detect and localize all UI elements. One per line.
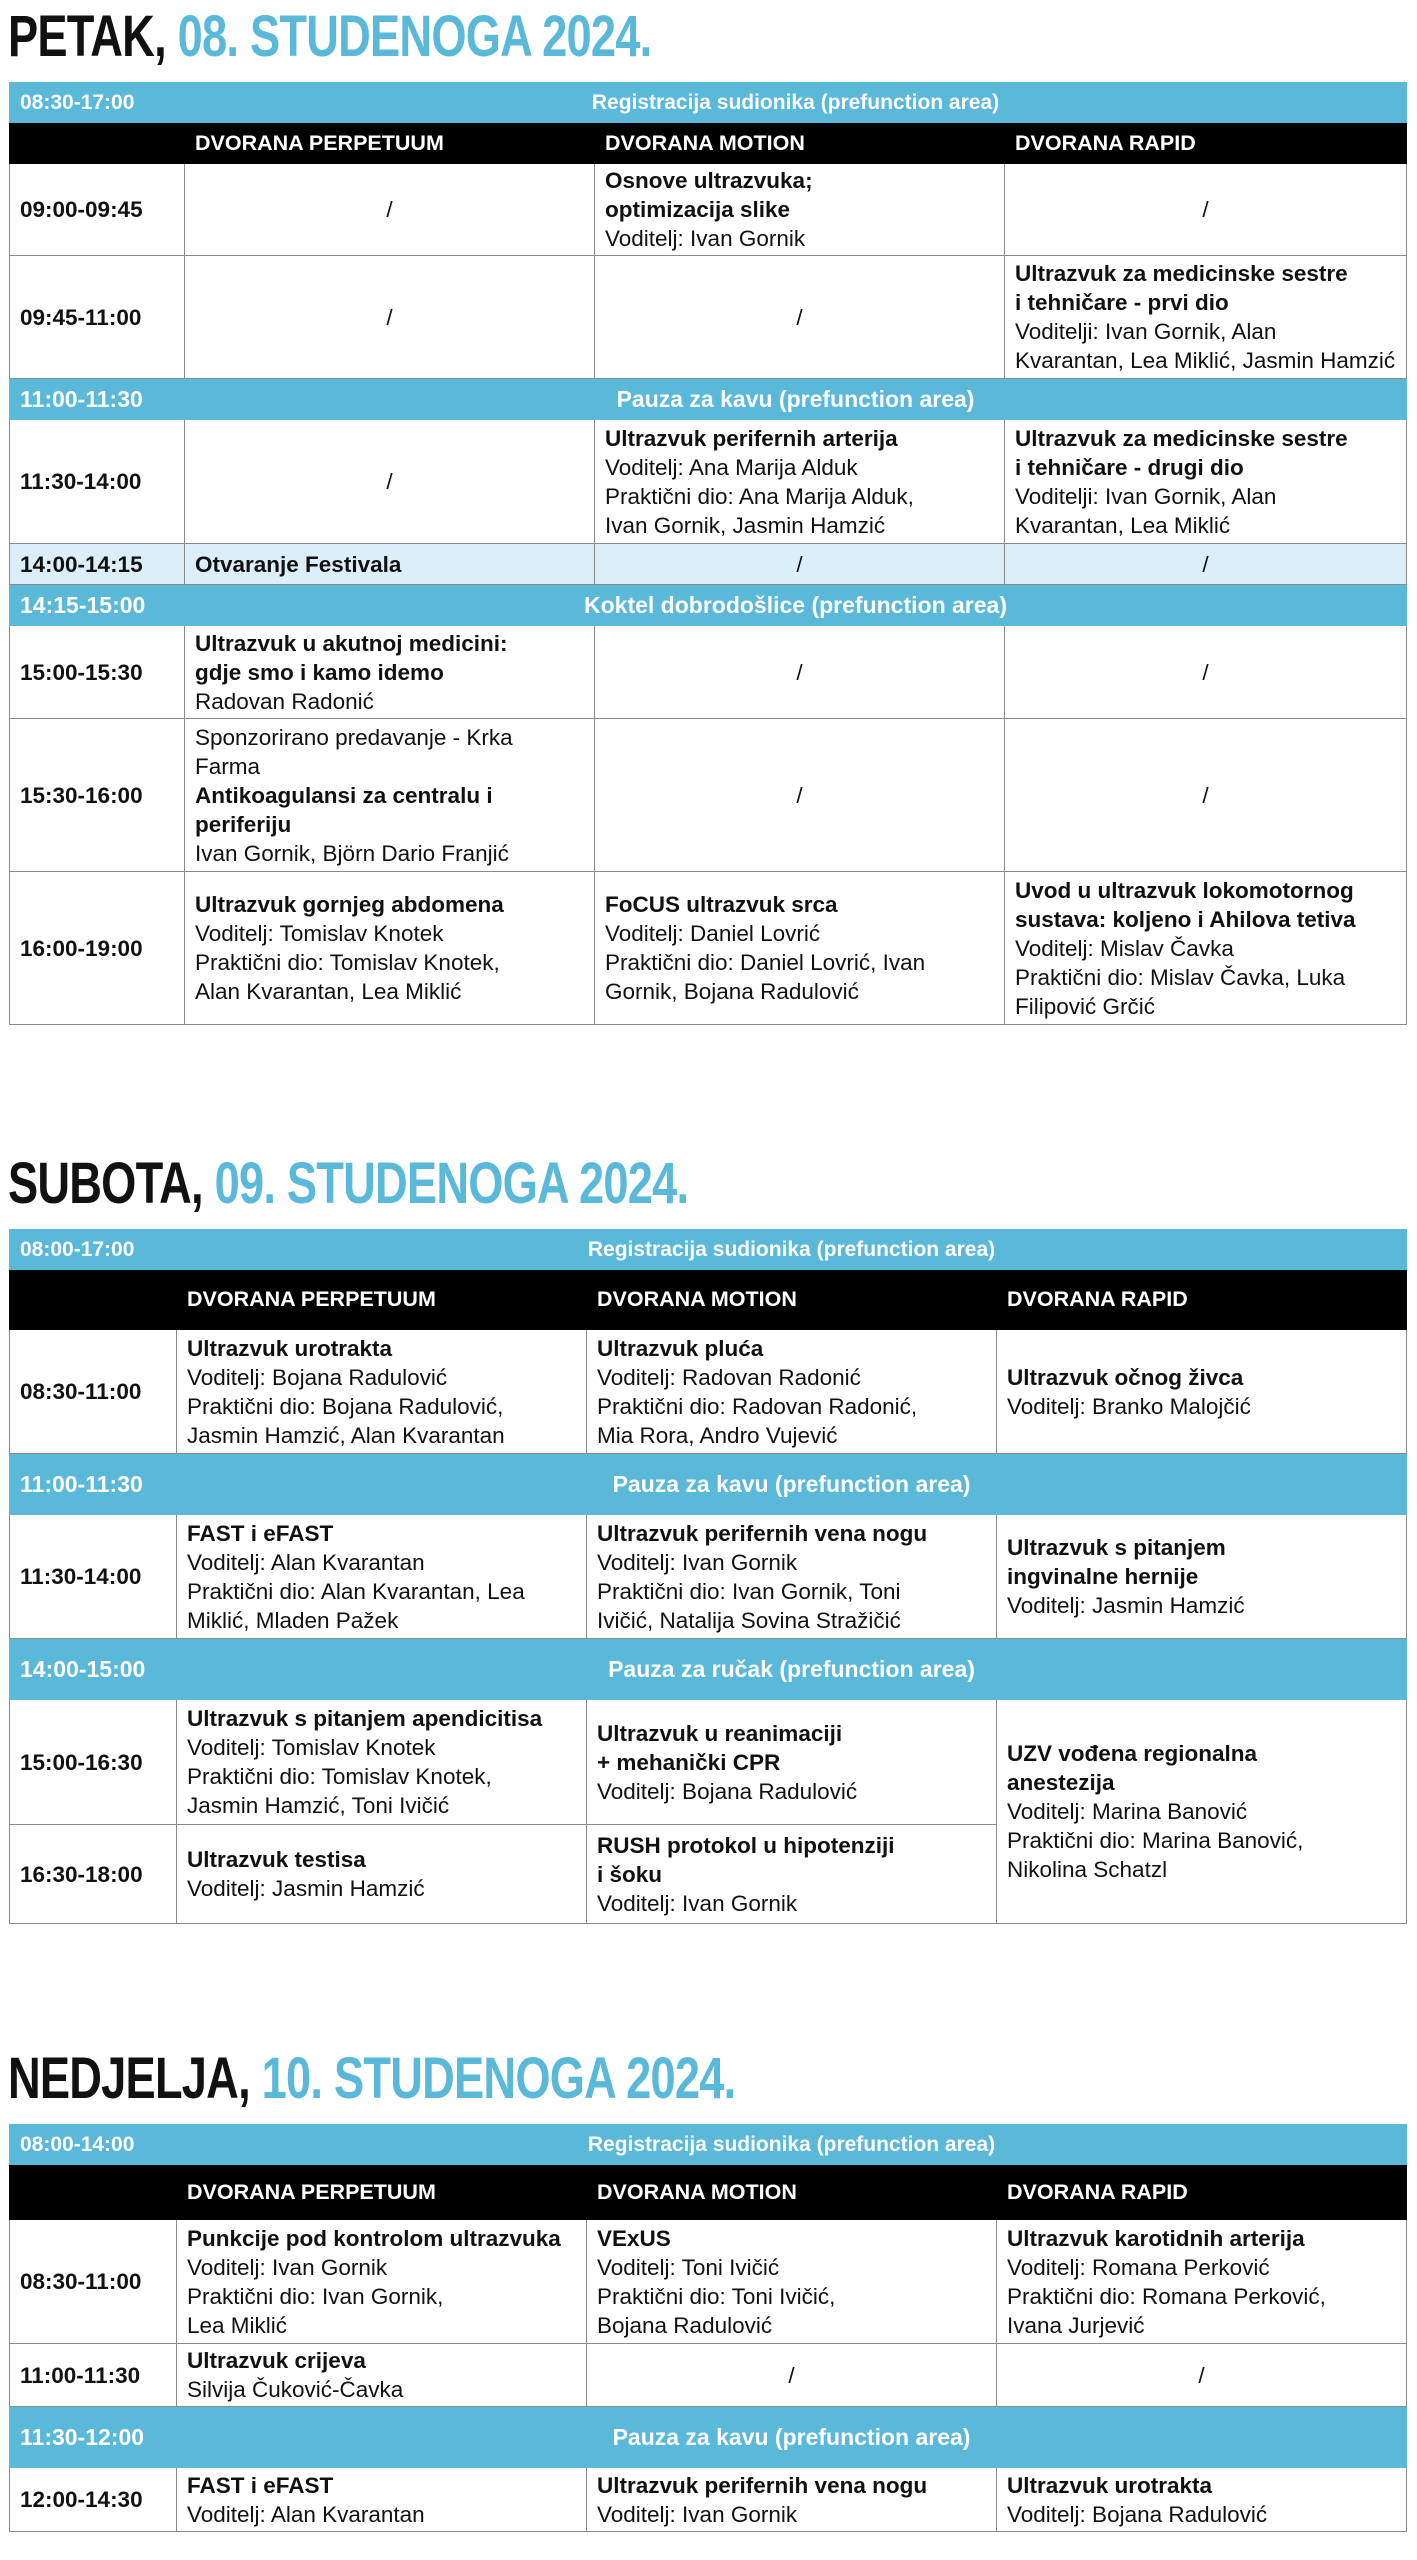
session-speaker: Voditelj: Daniel Lovrić	[605, 921, 821, 946]
session-speaker: Ivan Gornik, Björn Dario Franjić	[195, 840, 509, 866]
session-speaker: Voditelj: Mislav Čavka	[1015, 935, 1234, 961]
session-cell	[177, 2220, 587, 2344]
session-practical: Ivana Jurjević	[1007, 2312, 1145, 2338]
opening-text: Otvaranje Festivala	[185, 544, 595, 585]
session-title: RUSH protokol u hipotenziji	[597, 1832, 895, 1858]
empty-slot: /	[1005, 719, 1407, 872]
session-title: VExUS	[597, 2225, 671, 2251]
session-title: Ultrazvuk gornjeg abdomena	[195, 892, 504, 917]
session-speaker: Voditelj: Ivan Gornik	[597, 2501, 798, 2527]
session-speaker: Voditelj: Tomislav Knotek	[195, 921, 444, 946]
session-cell	[587, 1825, 997, 1924]
row-time: 14:00-14:15	[10, 544, 185, 585]
session-cell	[997, 1515, 1407, 1639]
break-text: Pauza za kavu (prefunction area)	[177, 2407, 1407, 2468]
sponsor-note: Farma	[195, 753, 261, 779]
break-row	[10, 1639, 1407, 1700]
session-cell	[595, 872, 1005, 1025]
session-cell	[587, 1700, 997, 1825]
session-row	[10, 626, 1407, 719]
session-title: Ultrazvuk u reanimaciji	[597, 1720, 843, 1746]
day-heading-saturday	[8, 1151, 689, 1216]
session-row	[10, 719, 1407, 872]
row-time: 11:00-11:30	[10, 379, 185, 420]
session-cell	[595, 164, 1005, 256]
session-practical: Praktični dio: Mislav Čavka, Luka	[1015, 964, 1346, 990]
session-title: sustava: koljeno i Ahilova tetiva	[1015, 906, 1356, 932]
registration-row	[10, 83, 1407, 123]
row-time: 11:00-11:30	[10, 2344, 177, 2407]
session-title: optimizacija slike	[605, 197, 791, 222]
session-practical: Praktični dio: Bojana Radulović,	[187, 1393, 504, 1419]
row-time: 16:30-18:00	[10, 1825, 177, 1924]
sponsor-note: Sponzorirano predavanje - Krka	[195, 724, 513, 750]
session-title: Ultrazvuk urotrakta	[1007, 2472, 1213, 2498]
session-row	[10, 164, 1407, 256]
session-speaker: Voditelj: Romana Perković	[1007, 2254, 1270, 2280]
row-time: 15:00-15:30	[10, 626, 185, 719]
session-practical: Alan Kvarantan, Lea Miklić	[195, 979, 462, 1004]
hall-rapid: DVORANA RAPID	[997, 2165, 1407, 2220]
halls-header-row	[10, 1270, 1407, 1330]
session-title: Ultrazvuk očnog živca	[1007, 1364, 1244, 1390]
session-row	[10, 256, 1407, 379]
session-row	[10, 1700, 1407, 1825]
empty-slot: /	[185, 420, 595, 544]
session-title: UZV vođena regionalna	[1007, 1741, 1258, 1766]
hall-rapid: DVORANA RAPID	[1005, 123, 1407, 164]
session-practical: Praktični dio: Alan Kvarantan, Lea	[187, 1578, 525, 1604]
session-title: Antikoagulansi za centralu i	[195, 782, 493, 808]
row-time: 15:30-16:00	[10, 719, 185, 872]
session-row	[10, 872, 1407, 1025]
session-cell	[997, 2468, 1407, 2532]
registration-text: Registracija sudionika (prefunction area)	[185, 83, 1407, 123]
row-time: 14:00-15:00	[10, 1639, 177, 1700]
session-cell	[587, 2468, 997, 2532]
session-title: Ultrazvuk u akutnoj medicini:	[195, 630, 508, 656]
session-cell	[1005, 872, 1407, 1025]
break-row	[10, 2407, 1407, 2468]
session-cell	[185, 719, 595, 872]
session-speaker: Voditelj: Bojana Radulović	[1007, 2501, 1268, 2527]
session-speaker: Silvija Čuković-Čavka	[187, 2377, 404, 2402]
break-text: Pauza za ručak (prefunction area)	[177, 1639, 1407, 1700]
day-date: 08. STUDENOGA 2024.	[177, 4, 652, 69]
row-time: 08:30-11:00	[10, 1330, 177, 1454]
session-title: i tehničare - prvi dio	[1015, 290, 1229, 315]
empty-slot: /	[185, 164, 595, 256]
row-time: 09:00-09:45	[10, 164, 185, 256]
break-row	[10, 1454, 1407, 1515]
session-practical: Mia Rora, Andro Vujević	[597, 1422, 838, 1448]
row-time: 15:00-16:30	[10, 1700, 177, 1825]
row-time: 08:00-17:00	[10, 1230, 177, 1270]
break-text: Koktel dobrodošlice (prefunction area)	[185, 585, 1407, 626]
row-time: 11:30-14:00	[10, 420, 185, 544]
break-text: Pauza za kavu (prefunction area)	[177, 1454, 1407, 1515]
session-title: Ultrazvuk perifernih vena nogu	[597, 2472, 928, 2498]
row-time: 09:45-11:00	[10, 256, 185, 379]
schedule-table-saturday	[9, 1229, 1407, 1924]
session-title: Osnove ultrazvuka;	[605, 168, 813, 193]
empty-slot: /	[595, 719, 1005, 872]
session-cell	[997, 2220, 1407, 2344]
session-practical: Praktični dio: Radovan Radonić,	[597, 1393, 918, 1419]
session-cell	[177, 1700, 587, 1825]
session-title: Punkcije pod kontrolom ultrazvuka	[187, 2225, 561, 2251]
day-name: NEDJELJA,	[8, 2046, 250, 2111]
hall-motion: DVORANA MOTION	[587, 2165, 997, 2220]
empty-slot: /	[997, 2344, 1407, 2407]
session-speaker: Voditelj: Ana Marija Alduk	[605, 454, 858, 480]
hall-rapid: DVORANA RAPID	[997, 1270, 1407, 1330]
registration-row	[10, 2125, 1407, 2165]
session-practical: Ivan Gornik, Jasmin Hamzić	[605, 512, 886, 538]
session-speaker: Kvarantan, Lea Miklić	[1015, 512, 1231, 538]
session-practical: Miklić, Mladen Pažek	[187, 1607, 399, 1633]
row-time: 14:15-15:00	[10, 585, 185, 626]
empty-slot: /	[595, 544, 1005, 585]
session-title: anestezija	[1007, 1770, 1115, 1795]
row-time: 11:00-11:30	[10, 1454, 177, 1515]
session-cell	[595, 420, 1005, 544]
session-practical: Gornik, Bojana Radulović	[605, 979, 859, 1004]
session-title: ingvinalne hernije	[1007, 1564, 1199, 1589]
session-title: FAST i eFAST	[187, 2472, 334, 2498]
session-title: Ultrazvuk za medicinske sestre	[1015, 425, 1348, 451]
session-practical: Praktični dio: Ivan Gornik,	[187, 2283, 444, 2309]
hall-motion: DVORANA MOTION	[595, 123, 1005, 164]
session-practical: Praktični dio: Ivan Gornik, Toni	[597, 1578, 901, 1604]
session-cell	[185, 872, 595, 1025]
session-speaker: Voditelj: Jasmin Hamzić	[187, 1876, 425, 1901]
empty-slot: /	[595, 256, 1005, 379]
session-practical: Bojana Radulović	[597, 2312, 773, 2338]
session-cell	[1005, 420, 1407, 544]
schedule-table-friday	[9, 82, 1407, 1025]
session-title: Uvod u ultrazvuk lokomotornog	[1015, 877, 1354, 903]
session-speaker: Voditelj: Ivan Gornik	[597, 1890, 798, 1916]
session-cell	[587, 1330, 997, 1454]
session-cell	[1005, 256, 1407, 379]
hall-perpetuum: DVORANA PERPETUUM	[177, 2165, 587, 2220]
row-time: 16:00-19:00	[10, 872, 185, 1025]
day-name: PETAK,	[8, 4, 166, 69]
session-cell	[177, 1825, 587, 1924]
hall-perpetuum: DVORANA PERPETUUM	[185, 123, 595, 164]
session-speaker: Voditelji: Ivan Gornik, Alan	[1015, 319, 1277, 344]
session-cell	[587, 2220, 997, 2344]
empty-slot: /	[587, 2344, 997, 2407]
session-title: + mehanički CPR	[597, 1749, 781, 1775]
session-speaker: Voditelj: Ivan Gornik	[597, 1549, 798, 1575]
row-time: 08:00-14:00	[10, 2125, 177, 2165]
session-row	[10, 420, 1407, 544]
session-title: i tehničare - drugi dio	[1015, 454, 1244, 480]
opening-row	[10, 544, 1407, 585]
session-row	[10, 2468, 1407, 2532]
session-speaker: Voditelj: Alan Kvarantan	[187, 1549, 425, 1575]
session-speaker: Kvarantan, Lea Miklić, Jasmin Hamzić	[1015, 348, 1396, 373]
session-speaker: Voditelj: Ivan Gornik	[605, 226, 806, 251]
empty-slot: /	[1005, 544, 1407, 585]
session-practical: Nikolina Schatzl	[1007, 1857, 1168, 1882]
session-speaker: Voditelj: Ivan Gornik	[187, 2254, 388, 2280]
schedule-table-sunday	[9, 2124, 1407, 2532]
session-practical: Praktični dio: Tomislav Knotek,	[195, 950, 500, 975]
session-title: Ultrazvuk crijeva	[187, 2348, 366, 2373]
row-time: 08:30-17:00	[10, 83, 185, 123]
registration-row	[10, 1230, 1407, 1270]
day-heading-friday	[8, 4, 652, 69]
session-cell	[177, 2344, 587, 2407]
row-time: 11:30-14:00	[10, 1515, 177, 1639]
session-cell	[587, 1515, 997, 1639]
session-practical: Praktični dio: Toni Ivičić,	[597, 2283, 836, 2309]
session-title: Ultrazvuk s pitanjem	[1007, 1535, 1226, 1560]
session-practical: Filipović Grčić	[1015, 993, 1156, 1019]
session-cell	[177, 1330, 587, 1454]
hall-perpetuum: DVORANA PERPETUUM	[177, 1270, 587, 1330]
session-cell	[177, 1515, 587, 1639]
session-cell	[997, 1330, 1407, 1454]
session-title: Ultrazvuk s pitanjem apendicitisa	[187, 1706, 543, 1731]
session-speaker: Voditelj: Jasmin Hamzić	[1007, 1593, 1245, 1618]
day-name: SUBOTA,	[8, 1151, 203, 1216]
row-time: 12:00-14:30	[10, 2468, 177, 2532]
session-practical: Praktični dio: Marina Banović,	[1007, 1828, 1304, 1853]
session-cell	[177, 2468, 587, 2532]
empty-slot: /	[1005, 626, 1407, 719]
session-title: Ultrazvuk karotidnih arterija	[1007, 2225, 1305, 2251]
halls-header-row	[10, 123, 1407, 164]
session-row	[10, 2220, 1407, 2344]
session-practical: Ivičić, Natalija Sovina Stražičić	[597, 1607, 901, 1633]
session-title: gdje smo i kamo idemo	[195, 659, 444, 685]
empty-slot: /	[1005, 164, 1407, 256]
session-speaker: Voditelj: Toni Ivičić	[597, 2254, 780, 2280]
session-cell	[997, 1700, 1407, 1924]
session-speaker: Voditelj: Bojana Radulović	[187, 1364, 448, 1390]
halls-header-row	[10, 2165, 1407, 2220]
break-row	[10, 585, 1407, 626]
session-speaker: Voditelj: Tomislav Knotek	[187, 1735, 436, 1760]
session-speaker: Radovan Radonić	[195, 688, 374, 714]
registration-text: Registracija sudionika (prefunction area)	[177, 1230, 1407, 1270]
session-title: Ultrazvuk perifernih vena nogu	[597, 1520, 928, 1546]
session-speaker: Voditelj: Radovan Radonić	[597, 1364, 861, 1390]
session-title: FAST i eFAST	[187, 1520, 334, 1546]
session-practical: Praktični dio: Daniel Lovrić, Ivan	[605, 950, 926, 975]
day-date: 09. STUDENOGA 2024.	[214, 1151, 689, 1216]
registration-text: Registracija sudionika (prefunction area)	[177, 2125, 1407, 2165]
session-practical: Jasmin Hamzić, Toni Ivičić	[187, 1793, 450, 1818]
day-heading-sunday	[8, 2046, 736, 2111]
session-title: i šoku	[597, 1861, 663, 1887]
session-row	[10, 2344, 1407, 2407]
break-text: Pauza za kavu (prefunction area)	[185, 379, 1407, 420]
row-time: 11:30-12:00	[10, 2407, 177, 2468]
session-practical: Praktični dio: Romana Perković,	[1007, 2283, 1326, 2309]
session-practical: Jasmin Hamzić, Alan Kvarantan	[187, 1422, 505, 1448]
break-row	[10, 379, 1407, 420]
session-practical: Lea Miklić	[187, 2312, 288, 2338]
session-speaker: Voditelj: Bojana Radulović	[597, 1778, 858, 1804]
row-time: 08:30-11:00	[10, 2220, 177, 2344]
session-title: periferiju	[195, 811, 292, 837]
day-date: 10. STUDENOGA 2024.	[261, 2046, 736, 2111]
session-speaker: Voditelji: Ivan Gornik, Alan	[1015, 483, 1277, 509]
empty-slot: /	[185, 256, 595, 379]
session-title: Ultrazvuk urotrakta	[187, 1335, 393, 1361]
session-row	[10, 1330, 1407, 1454]
session-cell	[185, 626, 595, 719]
session-practical: Praktični dio: Ana Marija Alduk,	[605, 483, 914, 509]
session-row	[10, 1515, 1407, 1639]
session-title: Ultrazvuk za medicinske sestre	[1015, 261, 1348, 286]
session-title: Ultrazvuk testisa	[187, 1847, 366, 1872]
session-speaker: Voditelj: Alan Kvarantan	[187, 2501, 425, 2527]
session-speaker: Voditelj: Marina Banović	[1007, 1799, 1248, 1824]
session-title: Ultrazvuk pluća	[597, 1335, 764, 1361]
empty-slot: /	[595, 626, 1005, 719]
session-title: FoCUS ultrazvuk srca	[605, 892, 838, 917]
session-practical: Praktični dio: Tomislav Knotek,	[187, 1764, 492, 1789]
session-speaker: Voditelj: Branko Malojčić	[1007, 1393, 1251, 1419]
session-title: Ultrazvuk perifernih arterija	[605, 425, 898, 451]
hall-motion: DVORANA MOTION	[587, 1270, 997, 1330]
